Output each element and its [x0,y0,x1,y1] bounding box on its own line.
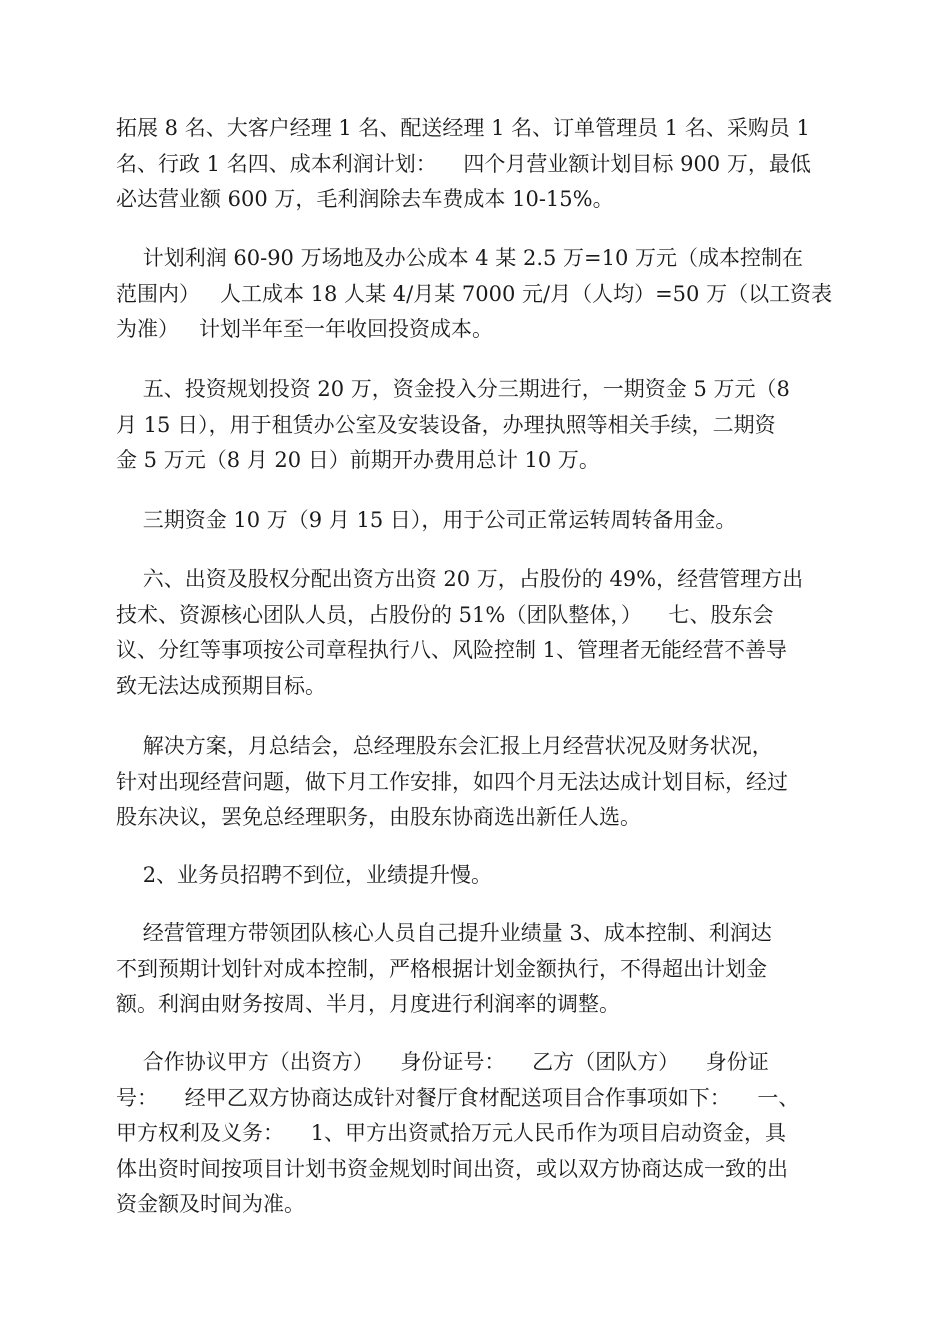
text-line: 范围内） 人工成本 18 人某 4/月某 7000 元/月（人均）=50 万（以工资表 [116,281,833,306]
text-line: 五、投资规划投资 20 万，资金投入分三期进行，一期资金 5 万元（8 [116,377,790,401]
paragraph-recruitment-risk [116,858,836,894]
paragraph-solution [116,729,836,836]
text-line: 拓展 8 名、大客户经理 1 名、配送经理 1 名、订单管理员 1 名、采购员 1 [116,116,810,140]
text-line: 必达营业额 600 万，毛利润除去车费成本 10-15%。 [116,187,614,211]
text-line: 六、出资及股权分配出资方出资 20 万，占股份的 49%，经营管理方出 [116,567,804,591]
text-line: 为准） 计划半年至一年收回投资成本。 [116,317,494,341]
paragraph-third-phase-funds [116,503,836,539]
paragraph-investment-plan [116,372,836,479]
text-line: 股东决议，罢免总经理职务，由股东协商选出新任人选。 [116,805,641,829]
text-line: 合作协议甲方（出资方） 身份证号： 乙方（团队方） 身份证 [116,1050,769,1074]
text-line: 号： 经甲乙双方协商达成针对餐厅食材配送项目合作事项如下： 一、 [116,1085,800,1110]
text-line: 体出资时间按项目计划书资金规划时间出资，或以双方协商达成一致的出 [116,1156,788,1181]
text-line: 甲方权利及义务： 1、甲方出资贰拾万元人民币作为项目启动资金，具 [116,1121,787,1145]
text-line: 经营管理方带领团队核心人员自己提升业绩量 3、成本控制、利润达 [116,921,772,945]
text-line: 不到预期计划针对成本控制，严格根据计划金额执行，不得超出计划金 [116,956,767,981]
paragraph-cost-control [116,916,836,1023]
text-line: 额。利润由财务按周、半月，月度进行利润率的调整。 [116,992,620,1016]
text-line: 资金额及时间为准。 [116,1192,305,1216]
text-line: 技术、资源核心团队人员，占股份的 51%（团队整体，） 七、股东会 [116,602,774,627]
text-line: 计划利润 60-90 万场地及办公成本 4 某 2.5 万=10 万元（成本控制在 [116,246,804,270]
paragraph-cooperation-agreement [116,1045,836,1223]
paragraph-equity-distribution [116,562,836,704]
text-line: 针对出现经营问题，做下月工作安排，如四个月无法达成计划目标，经过 [116,769,788,794]
text-line: 名、行政 1 名四、成本利润计划： 四个月营业额计划目标 900 万，最低 [116,151,811,176]
text-line: 议、分红等事项按公司章程执行八、风险控制 1、管理者无能经营不善导 [116,638,788,662]
text-line: 致无法达成预期目标。 [116,673,326,698]
text-line: 解决方案，月总结会，总经理股东会汇报上月经营状况及财务状况， [116,734,773,758]
text-line: 三期资金 10 万（9 月 15 日），用于公司正常运转周转备用金。 [116,508,737,532]
text-line: 月 15 日），用于租赁办公室及安装设备，办理执照等相关手续，二期资 [116,412,776,437]
text-line: 2、业务员招聘不到位，业绩提升慢。 [116,863,493,887]
paragraph-planned-profit [116,241,836,348]
text-line: 金 5 万元（8 月 20 日）前期开办费用总计 10 万。 [116,448,600,472]
paragraph-staffing-and-profit-plan [116,111,836,218]
